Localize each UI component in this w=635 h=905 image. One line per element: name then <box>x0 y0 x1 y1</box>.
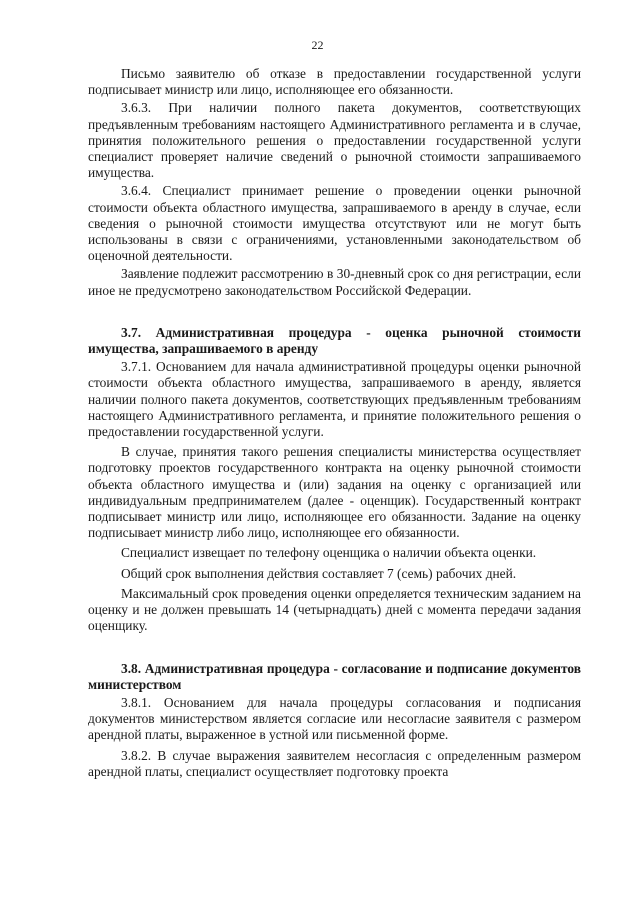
page-number: 22 <box>311 38 324 52</box>
paragraph-3-8-1: 3.8.1. Основанием для начала процедуры согласования и подписания документов министерством является согласие или несогласие заявителя с размером арендной платы, выраженное в устной или письменной форме. <box>88 694 581 743</box>
paragraph-3-6-3: 3.6.3. При наличии полного пакета документов, соответствующих предъявленным требованиям настоящего Административного регламента и в случае, принятия положительного решения о предоставлении государственной услуги специалист проверяет наличие сведений о рыночной стоимости запрашиваемого имущества. <box>88 100 581 181</box>
paragraph-3-6-4: 3.6.4. Специалист принимает решение о проведении оценки рыночной стоимости объекта областного имущества, запрашиваемого в аренду в случае, если сведения о рыночной стоимости имущества отсутствуют или не могут быть использованы в связи с ограничениями, установленными законодательством об оценочной деятельности. <box>88 183 581 264</box>
paragraph: Заявление подлежит рассмотрению в 30-дневный срок со дня регистрации, если иное не предусмотрено законодательством Российской Федерации. <box>88 266 581 298</box>
paragraph: В случае, принятия такого решения специалисты министерства осуществляет подготовку проектов государственного контракта на оценку рыночной стоимости объекта областного имущества и (или) задания на оценку с организацией или индивидуальным предпринимателем (далее - оценщик). Государственный контракт подписывает министр или лицо, исполняющее его обязанности. Задание на оценку подписывает министр либо лицо, исполняющее его обязанности. <box>88 444 581 541</box>
paragraph: Общий срок выполнения действия составляет 7 (семь) рабочих дней. <box>121 565 517 581</box>
paragraph-3-8-2: 3.8.2. В случае выражения заявителем несогласия с определенным размером арендной платы, специалист осуществляет подготовку проекта <box>88 747 581 779</box>
paragraph: Письмо заявителю об отказе в предоставлении государственной услуги подписывает министр или лицо, исполняющее его обязанности. <box>88 66 581 98</box>
section-heading-3-7: 3.7. Административная процедура - оценка рыночной стоимости имущества, запрашиваемого в аренду <box>88 324 581 357</box>
document-body <box>88 66 581 780</box>
paragraph: Максимальный срок проведения оценки определяется техническим заданием на оценку и не должен превышать 14 (четырнадцать) дней с момента передачи задания оценщику. <box>88 585 581 634</box>
paragraph-3-7-1: 3.7.1. Основанием для начала административной процедуры оценки рыночной стоимости объекта областного имущества, запрашиваемого в аренду, является наличии полного пакета документов, соответствующих предъявленным требованиям настоящего Административного регламента, и принятие положительного решения о предоставлении государственной услуги. <box>88 359 581 440</box>
paragraph: Специалист извещает по телефону оценщика о наличии объекта оценки. <box>121 545 537 561</box>
section-heading-3-8: 3.8. Административная процедура - согласование и подписание документов министерством <box>88 660 581 692</box>
